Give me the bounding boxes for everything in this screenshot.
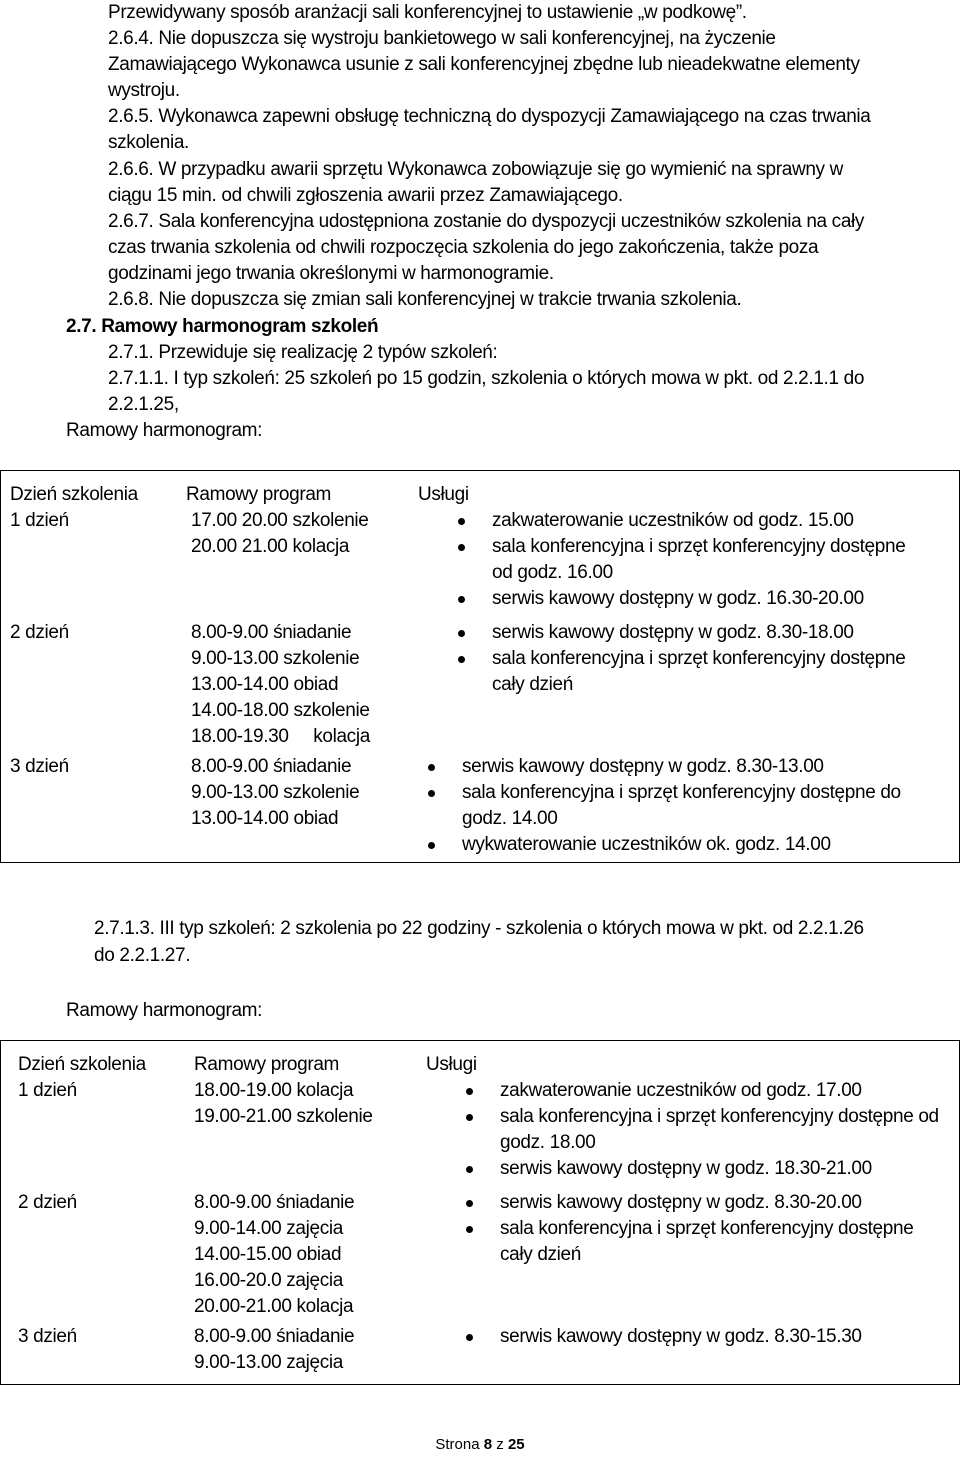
header-services: Usługi <box>426 1054 477 1075</box>
day-cell: 2 dzień <box>18 1192 77 1213</box>
list-item: serwis kawowy dostępny w godz. 18.30-21.00 <box>456 1156 946 1182</box>
paragraph-line: 2.6.8. Nie dopuszcza się zmian sali konferencyjnej w trakcie trwania szkolenia. <box>108 289 742 310</box>
bullet-icon <box>428 764 435 771</box>
header-day: Dzień szkolenia <box>18 1054 146 1075</box>
day-cell: 2 dzień <box>10 622 69 643</box>
list-item: sala konferencyjna i sprzęt konferencyjny dostępne cały dzień <box>456 1216 940 1268</box>
day-cell: 1 dzień <box>10 510 69 531</box>
table-row <box>18 1190 946 1324</box>
header-day: Dzień szkolenia <box>10 484 138 505</box>
table-row <box>10 620 938 754</box>
program-item: 9.00-13.00 zajęcia <box>194 1352 343 1373</box>
paragraph-line: czas trwania szkolenia od chwili rozpoczęcia szkolenia do jego zakończenia, także poza <box>108 237 819 258</box>
header-program: Ramowy program <box>186 484 332 505</box>
program-item: 18.00-19.00 kolacja <box>194 1080 354 1101</box>
header-program: Ramowy program <box>194 1054 340 1075</box>
table-row <box>10 754 938 858</box>
program-item: 9.00-14.00 zajęcia <box>194 1218 343 1239</box>
bullet-icon <box>458 630 465 637</box>
program-item: 13.00-14.00 obiad <box>191 674 339 695</box>
list-item: serwis kawowy dostępny w godz. 8.30-13.00 <box>418 754 938 780</box>
list-item: sala konferencyjna i sprzęt konferencyjny dostępne do godz. 14.00 <box>418 780 932 832</box>
program-item: 20.00 21.00 kolacja <box>191 536 350 557</box>
list-item: sala konferencyjna i sprzęt konferencyjny dostępne od godz. 16.00 <box>448 534 912 586</box>
program-item: 8.00-9.00 śniadanie <box>191 622 352 643</box>
footer-prefix: Strona <box>435 1436 484 1453</box>
services-list <box>418 754 938 858</box>
list-item: serwis kawowy dostępny w godz. 8.30-15.30 <box>456 1324 946 1350</box>
services-list <box>456 1190 946 1268</box>
paragraph-line: Przewidywany sposób aranżacji sali konferencyjnej to ustawienie „w podkowę”. <box>108 2 747 23</box>
paragraph-line: godzinami jego trwania określonymi w harmonogramie. <box>108 263 554 284</box>
list-item: sala konferencyjna i sprzęt konferencyjny dostępne od godz. 18.00 <box>456 1104 940 1156</box>
program-item: 9.00-13.00 szkolenie <box>191 782 360 803</box>
list-item: serwis kawowy dostępny w godz. 8.30-20.00 <box>456 1190 946 1216</box>
paragraph-line: 2.6.7. Sala konferencyjna udostępniona zostanie do dyspozycji uczestników szkolenia na cały <box>108 211 865 232</box>
subsection-2-7-1-1-cont: 2.2.1.25, <box>108 394 179 415</box>
program-item: 8.00-9.00 śniadanie <box>194 1192 355 1213</box>
program-item: 16.00-20.0 zajęcia <box>194 1270 343 1291</box>
day-cell: 3 dzień <box>18 1326 77 1347</box>
page-footer <box>0 1436 960 1453</box>
paragraph-line: 2.6.6. W przypadku awarii sprzętu Wykonawca zobowiązuje się go wymienić na sprawny w <box>108 159 843 180</box>
bullet-icon <box>466 1114 473 1121</box>
paragraph-line: 2.6.4. Nie dopuszcza się wystroju bankietowego w sali konferencyjnej, na życzenie <box>108 28 776 49</box>
bullet-icon <box>428 842 435 849</box>
services-list <box>448 508 938 612</box>
schedule-table-1 <box>10 482 938 858</box>
program-item: 20.00-21.00 kolacja <box>194 1296 354 1317</box>
bullet-icon <box>466 1226 473 1233</box>
services-list <box>456 1324 946 1350</box>
section-heading: 2.7. Ramowy harmonogram szkoleń <box>66 316 379 337</box>
bullet-icon <box>458 544 465 551</box>
services-list <box>456 1078 946 1182</box>
program-item: 8.00-9.00 śniadanie <box>194 1326 355 1347</box>
paragraph-line: ciągu 15 min. od chwili zgłoszenia awarii przez Zamawiającego. <box>108 185 623 206</box>
day-cell: 3 dzień <box>10 756 69 777</box>
list-item: serwis kawowy dostępny w godz. 16.30-20.00 <box>448 586 938 612</box>
table-row <box>18 1078 946 1190</box>
bullet-icon <box>458 596 465 603</box>
bullet-icon <box>466 1200 473 1207</box>
paragraph-line: Zamawiającego Wykonawca usunie z sali konferencyjnej zbędne lub nieadekwatne elementy <box>108 54 860 75</box>
table-row <box>18 1324 946 1376</box>
program-item: 19.00-21.00 szkolenie <box>194 1106 373 1127</box>
bullet-icon <box>466 1166 473 1173</box>
program-item: 9.00-13.00 szkolenie <box>191 648 360 669</box>
program-item: 17.00 20.00 szkolenie <box>191 510 369 531</box>
list-item: zakwaterowanie uczestników od godz. 15.00 <box>448 508 938 534</box>
services-list <box>448 620 938 698</box>
schedule-table-2 <box>18 1052 946 1376</box>
table-header-row <box>10 482 938 508</box>
list-item: wykwaterowanie uczestników ok. godz. 14.00 <box>418 832 938 858</box>
bullet-icon <box>428 790 435 797</box>
list-item: sala konferencyjna i sprzęt konferencyjny dostępne cały dzień <box>448 646 912 698</box>
paragraph-line: szkolenia. <box>108 132 189 153</box>
table-row <box>10 508 938 620</box>
list-item: serwis kawowy dostępny w godz. 8.30-18.00 <box>448 620 938 646</box>
bullet-icon <box>466 1334 473 1341</box>
program-item: 18.00-19.30 kolacja <box>191 726 370 747</box>
footer-total-pages: 25 <box>507 1436 525 1453</box>
bullet-icon <box>466 1088 473 1095</box>
subsection-2-7-1-3: 2.7.1.3. III typ szkoleń: 2 szkolenia po 22 godziny - szkolenia o których mowa w pkt. od 2.2.1.26 <box>94 918 864 939</box>
program-item: 14.00-18.00 szkolenie <box>191 700 370 721</box>
paragraph-line: 2.6.5. Wykonawca zapewni obsługę techniczną do dyspozycji Zamawiającego na czas trwania <box>108 106 871 127</box>
bullet-icon <box>458 518 465 525</box>
schedule-label: Ramowy harmonogram: <box>66 420 263 441</box>
footer-mid: z <box>492 1436 508 1453</box>
program-item: 8.00-9.00 śniadanie <box>191 756 352 777</box>
subsection-2-7-1-1: 2.7.1.1. I typ szkoleń: 25 szkoleń po 15 godzin, szkolenia o których mowa w pkt. od 2.2.1.1 do <box>108 368 865 389</box>
header-services: Usługi <box>418 484 469 505</box>
paragraph-line: wystroju. <box>108 80 180 101</box>
program-item: 13.00-14.00 obiad <box>191 808 339 829</box>
list-item: zakwaterowanie uczestników od godz. 17.00 <box>456 1078 946 1104</box>
table-header-row <box>18 1052 946 1078</box>
schedule-label: Ramowy harmonogram: <box>66 1000 263 1021</box>
bullet-icon <box>458 656 465 663</box>
subsection-2-7-1-3-cont: do 2.2.1.27. <box>94 945 191 966</box>
subsection-2-7-1: 2.7.1. Przewiduje się realizację 2 typów szkoleń: <box>108 342 498 363</box>
day-cell: 1 dzień <box>18 1080 77 1101</box>
program-item: 14.00-15.00 obiad <box>194 1244 342 1265</box>
footer-page-number: 8 <box>483 1436 493 1453</box>
